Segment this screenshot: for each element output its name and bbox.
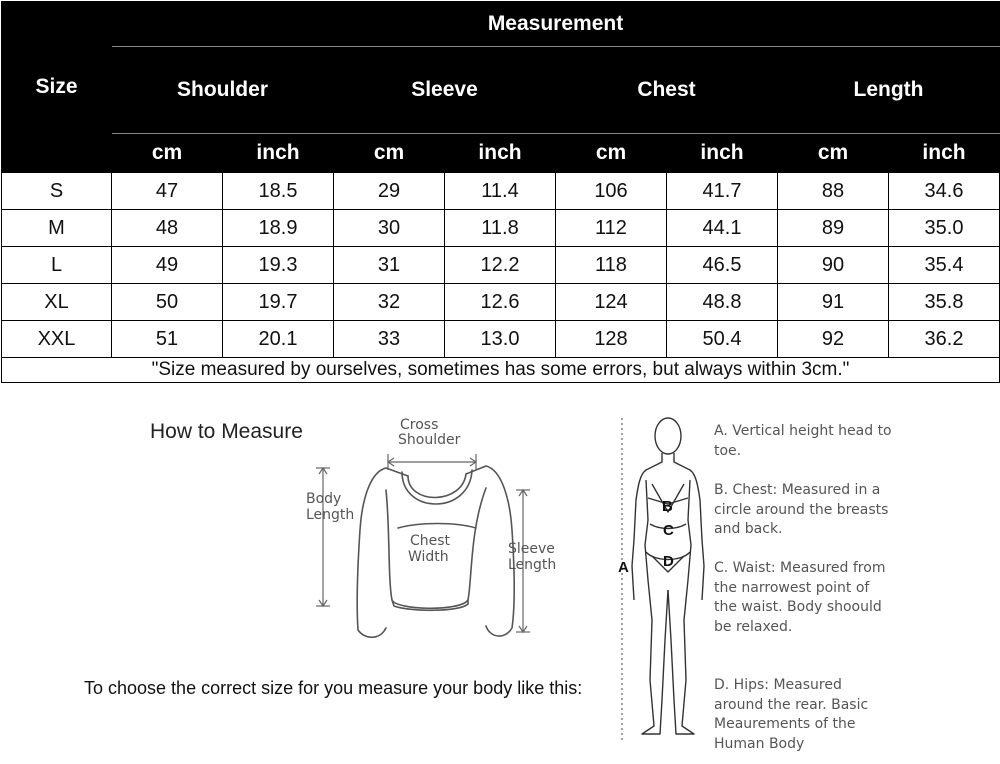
unit-header: cm bbox=[778, 134, 889, 173]
group-header-sleeve: Sleeve bbox=[334, 47, 556, 134]
value-cell: 12.2 bbox=[445, 247, 556, 284]
size-cell: XL bbox=[2, 284, 112, 321]
unit-header: cm bbox=[112, 134, 223, 173]
value-cell: 46.5 bbox=[667, 247, 778, 284]
value-cell: 19.7 bbox=[223, 284, 334, 321]
value-cell: 18.5 bbox=[223, 173, 334, 210]
size-cell: XXL bbox=[2, 321, 112, 358]
value-cell: 35.4 bbox=[889, 247, 1000, 284]
value-cell: 49 bbox=[112, 247, 223, 284]
measurement-header: Measurement bbox=[112, 2, 1000, 47]
value-cell: 92 bbox=[778, 321, 889, 358]
value-cell: 88 bbox=[778, 173, 889, 210]
value-cell: 128 bbox=[556, 321, 667, 358]
value-cell: 50.4 bbox=[667, 321, 778, 358]
value-cell: 19.3 bbox=[223, 247, 334, 284]
body-length-label-1: Body bbox=[306, 491, 342, 507]
value-cell: 47 bbox=[112, 173, 223, 210]
value-cell: 31 bbox=[334, 247, 445, 284]
size-column-header: Size bbox=[2, 2, 112, 173]
value-cell: 50 bbox=[112, 284, 223, 321]
cross-shoulder-label-1: Cross bbox=[400, 417, 439, 433]
legend-item-b: B. Chest: Measured in a circle around the breasts and back. bbox=[714, 482, 889, 537]
value-cell: 124 bbox=[556, 284, 667, 321]
human-body-figure bbox=[632, 418, 704, 734]
measurement-note: "Size measured by ourselves, sometimes has some errors, but always within 3cm." bbox=[2, 358, 1000, 383]
body-letter-d: D bbox=[663, 553, 674, 570]
body-letter-c: C bbox=[663, 522, 674, 539]
value-cell: 91 bbox=[778, 284, 889, 321]
group-header-shoulder: Shoulder bbox=[112, 47, 334, 134]
size-cell: L bbox=[2, 247, 112, 284]
value-cell: 20.1 bbox=[223, 321, 334, 358]
chest-width-label-1: Chest bbox=[410, 533, 451, 549]
value-cell: 12.6 bbox=[445, 284, 556, 321]
value-cell: 29 bbox=[334, 173, 445, 210]
value-cell: 34.6 bbox=[889, 173, 1000, 210]
chest-width-label-2: Width bbox=[408, 549, 449, 565]
value-cell: 11.8 bbox=[445, 210, 556, 247]
legend-item-c: C. Waist: Measured from the narrowest point of the waist. Body shoould be relaxed. bbox=[714, 560, 886, 635]
unit-header: cm bbox=[334, 134, 445, 173]
cross-shoulder-label-2: Shoulder bbox=[398, 432, 461, 448]
value-cell: 112 bbox=[556, 210, 667, 247]
value-cell: 18.9 bbox=[223, 210, 334, 247]
sleeve-length-label-1: Sleeve bbox=[508, 541, 555, 557]
value-cell: 35.0 bbox=[889, 210, 1000, 247]
unit-header: inch bbox=[667, 134, 778, 173]
unit-header: inch bbox=[889, 134, 1000, 173]
body-letter-a: A bbox=[618, 559, 629, 576]
sleeve-length-label-2: Length bbox=[508, 557, 557, 573]
measure-instruction: To choose the correct size for you measure your body like this: bbox=[84, 678, 583, 698]
group-header-chest: Chest bbox=[556, 47, 778, 134]
value-cell: 106 bbox=[556, 173, 667, 210]
how-to-measure-title: How to Measure bbox=[150, 420, 303, 443]
value-cell: 44.1 bbox=[667, 210, 778, 247]
unit-header: cm bbox=[556, 134, 667, 173]
value-cell: 30 bbox=[334, 210, 445, 247]
legend-item-d: D. Hips: Measured around the rear. Basic Meaurements of the Human Body bbox=[714, 677, 869, 752]
value-cell: 48.8 bbox=[667, 284, 778, 321]
value-cell: 32 bbox=[334, 284, 445, 321]
value-cell: 11.4 bbox=[445, 173, 556, 210]
value-cell: 89 bbox=[778, 210, 889, 247]
value-cell: 48 bbox=[112, 210, 223, 247]
value-cell: 33 bbox=[334, 321, 445, 358]
value-cell: 90 bbox=[778, 247, 889, 284]
value-cell: 51 bbox=[112, 321, 223, 358]
value-cell: 36.2 bbox=[889, 321, 1000, 358]
value-cell: 41.7 bbox=[667, 173, 778, 210]
value-cell: 118 bbox=[556, 247, 667, 284]
body-letter-b: B bbox=[662, 498, 673, 515]
unit-header: inch bbox=[223, 134, 334, 173]
value-cell: 35.8 bbox=[889, 284, 1000, 321]
unit-header: inch bbox=[445, 134, 556, 173]
size-cell: S bbox=[2, 173, 112, 210]
body-length-label-2: Length bbox=[306, 507, 355, 523]
legend-item-a: A. Vertical height head to toe. bbox=[714, 423, 892, 459]
size-cell: M bbox=[2, 210, 112, 247]
group-header-length: Length bbox=[778, 47, 1000, 134]
value-cell: 13.0 bbox=[445, 321, 556, 358]
